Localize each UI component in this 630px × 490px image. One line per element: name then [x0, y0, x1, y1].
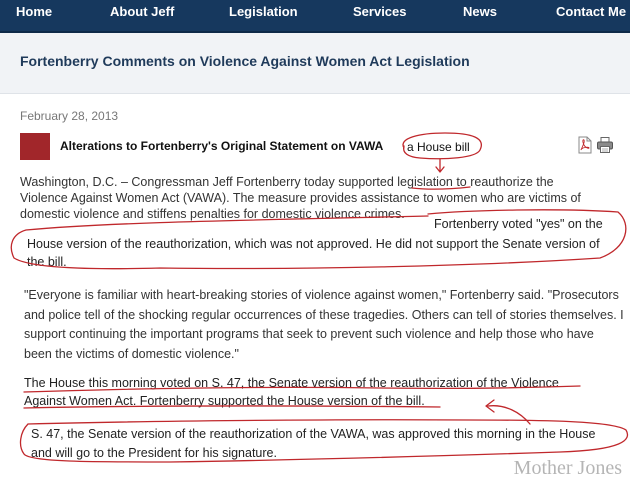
nav-news[interactable]: News: [463, 4, 497, 19]
correction-note-1-line-2: House version of the reauthorization, which was not approved. He did not support the Senate version of: [27, 237, 600, 251]
nav-legislation[interactable]: Legislation: [229, 4, 298, 19]
correction-note-1-line-3: the bill.: [27, 255, 67, 269]
nav-services[interactable]: Services: [353, 4, 407, 19]
paragraph-1-line-1: Washington, D.C. – Congressman Jeff Fortenberry today supported legislation to reauthorize the: [20, 175, 554, 189]
nav-about-jeff[interactable]: About Jeff: [110, 4, 175, 19]
title-band: [0, 33, 630, 94]
correction-note-1-line-1: Fortenberry voted "yes" on the: [434, 217, 603, 231]
annotation-marker: [20, 133, 50, 160]
correction-note-2-line-2: and will go to the President for his signature.: [31, 446, 277, 460]
nav-home[interactable]: Home: [16, 4, 53, 19]
watermark-logo: Mother Jones: [513, 457, 622, 479]
annotation-heading: Alterations to Fortenberry's Original Statement on VAWA: [60, 139, 384, 153]
page-title: Fortenberry Comments on Violence Against Women Act Legislation: [20, 53, 470, 69]
correction-note-2-line-1: S. 47, the Senate version of the reauthorization of the VAWA, was approved this morning in the House: [31, 427, 596, 441]
article-paragraph-1: [20, 174, 620, 222]
article-paragraph-3: The House this morning voted on S. 47, the Senate version of the reauthorization of the Violence Against Women Act. Fortenberry supported the House version of the bill.: [24, 376, 559, 408]
paragraph-1-line-3: domestic violence and stiffens penalties for domestic violence crimes.: [20, 207, 405, 221]
article-date: February 28, 2013: [20, 109, 119, 123]
paragraph-1-line-2: Violence Against Women Act (VAWA). The measure provides assistance to women who are victims of: [20, 191, 581, 205]
article-quote: "Everyone is familiar with heart-breaking stories of violence against women," Fortenberry said. "Prosecutors and police tell of the shocking regular occurrences of these tragedies. Others can tell of stories themselves. I support continuing the important programs that seek to prevent such violence and help those who have been the victims of domestic violence.": [24, 288, 624, 361]
house-bill-label: a House bill: [407, 140, 470, 154]
top-nav-bar: [0, 0, 630, 33]
house-bill-connector: [436, 159, 444, 172]
pdf-icon[interactable]: [576, 136, 594, 154]
print-icon[interactable]: [596, 136, 614, 154]
nav-contact-me[interactable]: Contact Me: [556, 4, 627, 19]
